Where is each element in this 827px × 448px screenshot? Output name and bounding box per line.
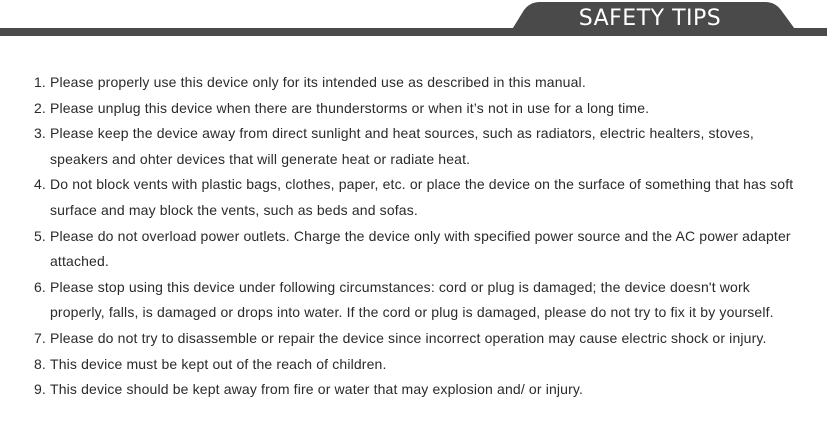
list-item-text: Please do not try to disassemble or repair the device since incorrect operation may cause electric shock or injury. bbox=[50, 329, 767, 346]
safety-tips-list bbox=[34, 70, 804, 403]
list-item-text: Please keep the device away from direct sunlight and heat sources, such as radiators, electric healters, stoves, speakers and ohter devices that will generate heat or radiate heat. bbox=[50, 125, 754, 167]
list-item bbox=[34, 172, 804, 223]
list-item bbox=[34, 224, 804, 275]
list-item-number: 7. bbox=[34, 329, 46, 346]
list-item bbox=[34, 70, 804, 96]
list-item bbox=[34, 377, 804, 403]
list-item-text: Please properly use this device only for its intended use as described in this manual. bbox=[50, 74, 586, 90]
list-item-number: 5. bbox=[34, 227, 46, 244]
list-item-number: 4. bbox=[34, 176, 46, 193]
list-item bbox=[34, 96, 804, 122]
list-item-number: 1. bbox=[34, 74, 46, 90]
list-item bbox=[34, 121, 804, 172]
section-header bbox=[0, 0, 827, 40]
list-item-number: 8. bbox=[34, 355, 46, 372]
list-item-text: Please do not overload power outlets. Charge the device only with specified power source and the AC power adapter attached. bbox=[50, 227, 791, 270]
list-item-text: Please unplug this device when there are thunderstorms or when it’s not in use for a long time. bbox=[50, 99, 650, 116]
list-item bbox=[34, 352, 804, 378]
list-item-text: This device should be kept away from fire or water that may explosion and/ or injury. bbox=[50, 381, 584, 398]
list-item-text: This device must be kept out of the reach of children. bbox=[50, 355, 387, 372]
page-title: SAFETY TIPS bbox=[578, 6, 722, 31]
list-item-number: 3. bbox=[34, 125, 46, 142]
list-item bbox=[34, 275, 804, 326]
list-item-number: 2. bbox=[34, 99, 46, 116]
list-item-number: 6. bbox=[34, 278, 46, 295]
list-item bbox=[34, 326, 804, 352]
list-item-text: Do not block vents with plastic bags, clothes, paper, etc. or place the device on the surface of something that has soft surface and may block the vents, such as beds and sofas. bbox=[50, 176, 794, 218]
list-item-number: 9. bbox=[34, 381, 46, 398]
list-item-text: Please stop using this device under following circumstances: cord or plug is damaged; the device doesn't work properly, falls, is damaged or drops into water. If the cord or plug is damaged, please do not try to fix it by yourself. bbox=[50, 278, 774, 321]
